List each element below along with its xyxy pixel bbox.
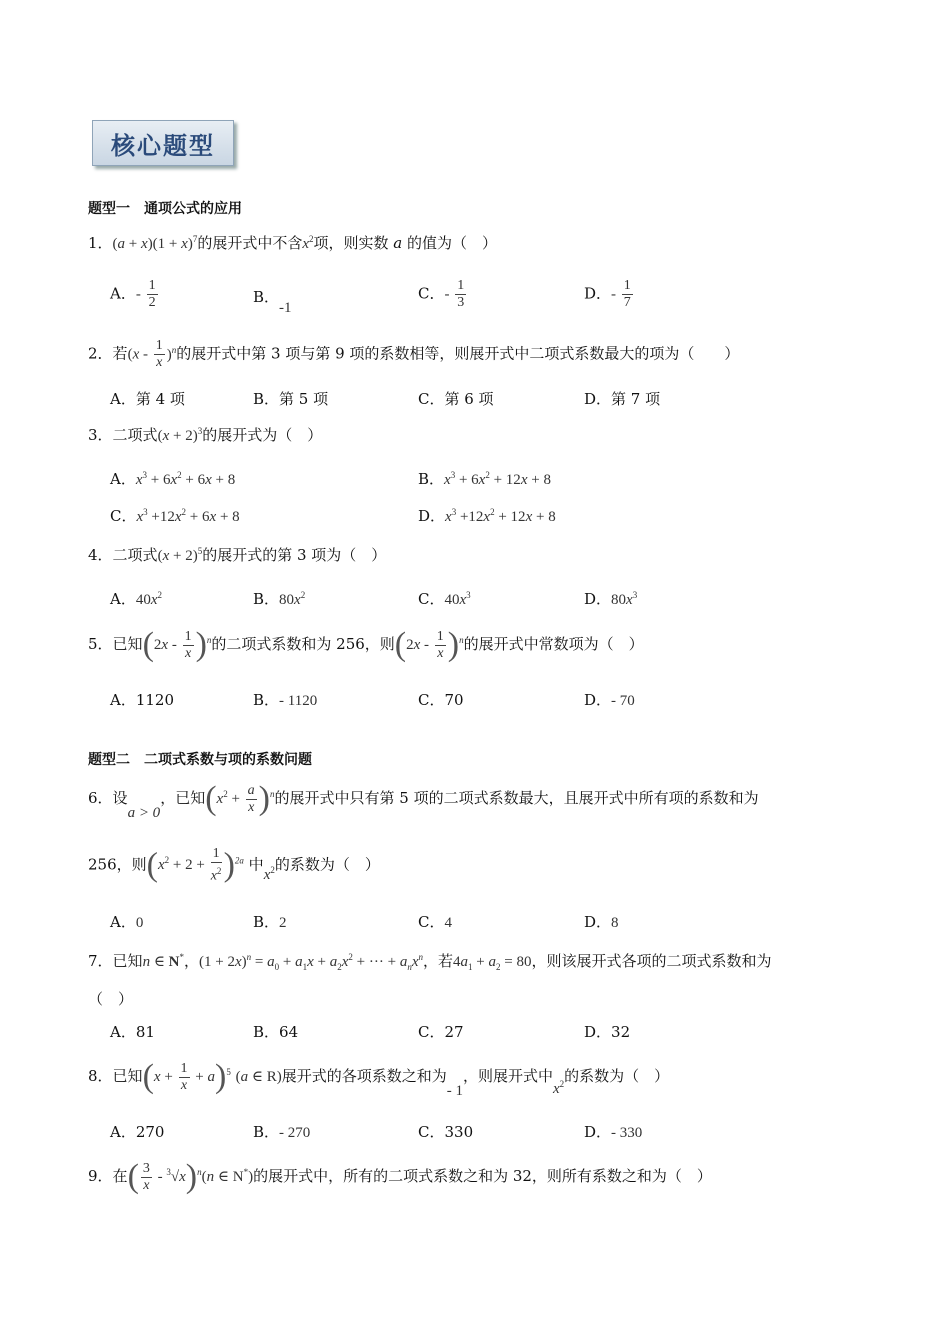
- q3-option-d[interactable]: D．$x^3 +12x^2 + 12x + 8$: [418, 507, 556, 525]
- q3-option-c[interactable]: C．$x^3 +12x^2 + 6x + 8$: [110, 507, 240, 525]
- q6-option-c[interactable]: C．4: [418, 913, 452, 931]
- q6-option-a[interactable]: A．0: [110, 913, 144, 931]
- q8-option-a[interactable]: A．270: [110, 1123, 165, 1141]
- q7-option-a[interactable]: A．81: [110, 1023, 155, 1041]
- q8-option-d[interactable]: D．- 330: [584, 1123, 643, 1141]
- q8-option-b[interactable]: B．- 270: [253, 1123, 311, 1141]
- question-9: 9．在( $\frac{3}{x}$ - $^3$√x)$^n$(n ∈ N*)的展开式中，所有的二项式系数之和为 32，则所有系数之和为（ ）: [88, 1158, 712, 1195]
- q3-option-a[interactable]: A．$x^3 + 6x^2 + 6x + 8$: [110, 470, 236, 488]
- q7-option-d[interactable]: D．32: [584, 1023, 631, 1041]
- q1-option-d[interactable]: D．- $\frac{1}{7}$: [584, 278, 631, 310]
- q7-option-c[interactable]: C．27: [418, 1023, 464, 1041]
- question-6: 6．设a > 0，已知($x^2$ + $\frac{a}{x}$ )$^n$的展开式中只有第 5 项的二项式系数最大，且展开式中所有项的系数和为: [88, 780, 759, 821]
- q1-option-b[interactable]: B．-1: [253, 288, 292, 316]
- question-7: 7．已知n ∈ N*，$(1 + 2x)^n = a_0 + a_1x + a_2x^2$ + ··· + $a_nx^n$，若$4a_1 + a_2 = 80$，则该展开式各项的二项式系数和为: [88, 952, 772, 972]
- q2-option-c[interactable]: C．第 6 项: [418, 390, 494, 408]
- q5-option-b[interactable]: B．- 1120: [253, 691, 318, 709]
- q2-option-b[interactable]: B．第 5 项: [253, 390, 329, 408]
- question-4: 4．二项式$(x + 2)^5$的展开式的第 3 项为（ ）: [88, 546, 387, 564]
- section-title-2: 题型二 二项式系数与项的系数问题: [88, 752, 312, 768]
- section-banner: [92, 120, 234, 166]
- question-1: 1．$(a + x)(1 + x)^7$的展开式中不含$x^2$项，则实数 a 的值为（ ）: [88, 234, 498, 252]
- q5-option-d[interactable]: D．- 70: [584, 691, 635, 709]
- q4-option-c[interactable]: C．$40x^3$: [418, 590, 471, 608]
- question-6-line-2: 256，则($x^2 + 2$ + $\frac{1}{x^2}$ )$^{2a}$ 中$x^2$的系数为（ ）: [88, 846, 380, 884]
- q5-option-c[interactable]: C．70: [418, 691, 464, 709]
- question-8: 8．已知(x + $\frac{1}{x}$ + a)$^5$ (a ∈ R)展开式的各项系数之和为- 1，则展开式中$x^2$的系数为（ ）: [88, 1058, 670, 1099]
- section-title-1: 题型一 通项公式的应用: [88, 201, 242, 217]
- q6-option-b[interactable]: B．2: [253, 913, 287, 931]
- banner-title: 核心题型: [111, 130, 215, 160]
- q8-option-c[interactable]: C．330: [418, 1123, 474, 1141]
- question-2: 2．若(x - $\frac{1}{x}$ )$^n$的展开式中第 3 项与第 9 项的系数相等，则展开式中二项式系数最大的项为（ ）: [88, 338, 740, 370]
- q4-option-b[interactable]: B．$80x^2$: [253, 590, 306, 608]
- q5-option-a[interactable]: A．1120: [110, 691, 175, 709]
- q4-option-d[interactable]: D．$80x^3$: [584, 590, 638, 608]
- q2-option-d[interactable]: D．第 7 项: [584, 390, 661, 408]
- q1-option-a[interactable]: A．- $\frac{1}{2}$: [110, 278, 156, 310]
- q4-option-a[interactable]: A．$40x^2$: [110, 590, 163, 608]
- question-5: 5．已知(2x - $\frac{1}{x}$ )$^n$的二项式系数和为 256，则(2x - $\frac{1}{x}$ )$^n$的展开式中常数项为（ ）: [88, 626, 644, 663]
- q2-option-a[interactable]: A．第 4 项: [110, 390, 185, 408]
- q3-option-b[interactable]: B．$x^3 + 6x^2 + 12x + 8$: [418, 470, 551, 488]
- q6-option-d[interactable]: D．8: [584, 913, 619, 931]
- q7-option-b[interactable]: B．64: [253, 1023, 299, 1041]
- question-7-line-2: （ ）: [88, 990, 134, 1008]
- q1-option-c[interactable]: C．- $\frac{1}{3}$: [418, 278, 465, 310]
- question-3: 3．二项式$(x + 2)^3$的展开式为（ ）: [88, 426, 323, 444]
